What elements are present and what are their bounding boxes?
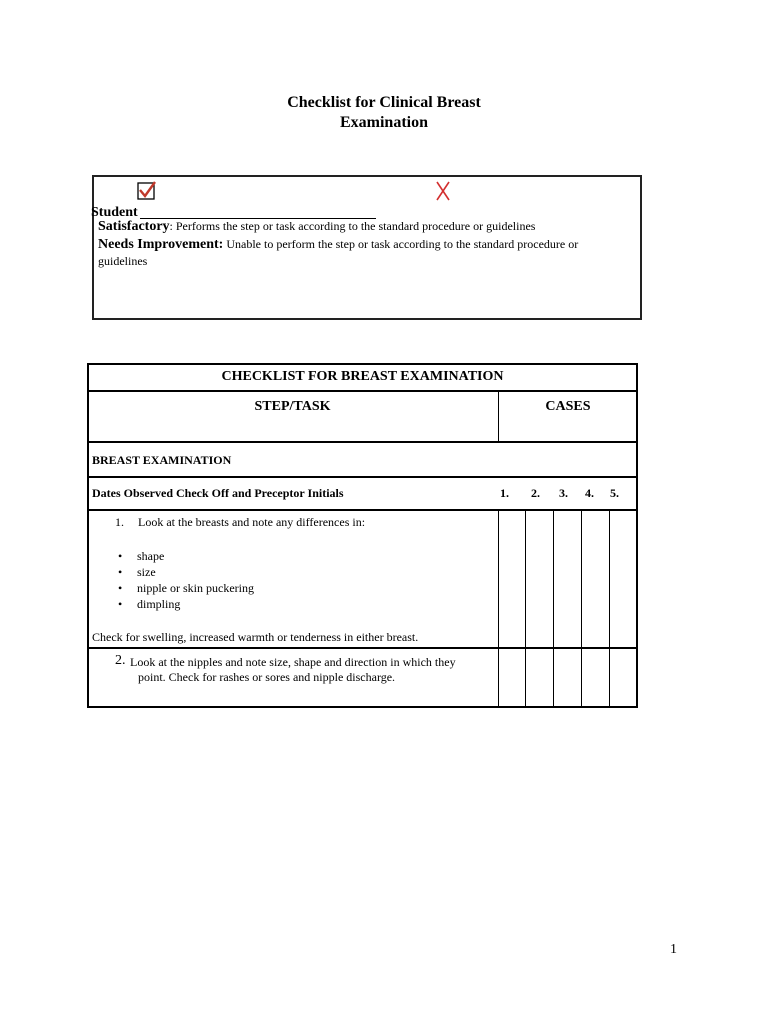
- satisfactory-term: Satisfactory: [98, 219, 170, 234]
- table-rule: [87, 476, 638, 478]
- needs-improvement-term: Needs Improvement:: [98, 237, 224, 252]
- section-heading: BREAST EXAMINATION: [92, 453, 232, 467]
- case-number-3: 3.: [559, 486, 568, 500]
- checkbox-checked-icon: [136, 180, 158, 202]
- step-1-note: Check for swelling, increased warmth or tenderness in either breast.: [92, 630, 419, 644]
- case-number-1: 1.: [500, 486, 509, 500]
- case-number-4: 4.: [585, 486, 594, 500]
- case-number-2: 2.: [531, 486, 540, 500]
- bullet-item: • dimpling: [92, 596, 492, 612]
- table-column-divider: [498, 390, 499, 442]
- table-column-divider: [609, 509, 610, 706]
- case-number-5: 5.: [610, 486, 619, 500]
- step-2-text-line-2: point. Check for rashes or sores and nipple discharge.: [138, 670, 396, 684]
- title-line-1: Checklist for Clinical Breast: [287, 94, 481, 111]
- step-1-number: 1.: [115, 515, 124, 529]
- bullet-item: • shape: [92, 548, 492, 564]
- title-line-2: Examination: [339, 114, 428, 131]
- table-column-divider: [525, 509, 526, 706]
- step-2-number: 2.: [115, 653, 126, 668]
- table-column-divider: [581, 509, 582, 706]
- table-rule: [87, 390, 638, 392]
- table-column-divider: [553, 509, 554, 706]
- cases-header: CASES: [545, 399, 591, 414]
- table-rule: [87, 509, 638, 511]
- satisfactory-text: : Performs the step or task according to the standard procedure or guidelines: [169, 219, 536, 233]
- satisfactory-definition: [98, 218, 623, 235]
- step-1-text: Look at the breasts and note any differences in:: [138, 515, 366, 529]
- document-title: [0, 93, 768, 133]
- dates-observed-label: Dates Observed Check Off and Preceptor Initials: [92, 486, 344, 500]
- needs-improvement-definition: [98, 236, 623, 269]
- page-number: 1: [670, 942, 677, 957]
- table-column-divider: [498, 509, 499, 706]
- step-1-bullets: [92, 548, 492, 612]
- x-mark-icon: [434, 180, 452, 202]
- student-label: Student: [91, 205, 138, 220]
- step-2-text-line-1: Look at the nipples and note size, shape and direction in which they: [130, 655, 456, 669]
- bullet-item: • size: [92, 564, 492, 580]
- table-rule: [87, 647, 638, 649]
- table-title: CHECKLIST FOR BREAST EXAMINATION: [221, 369, 504, 384]
- table-rule: [87, 441, 638, 443]
- bullet-item: • nipple or skin puckering: [92, 580, 492, 596]
- step-task-header: STEP/TASK: [254, 399, 331, 414]
- needs-improvement-text: Unable to perform the step or task according to the standard procedure or guidelines: [98, 237, 579, 268]
